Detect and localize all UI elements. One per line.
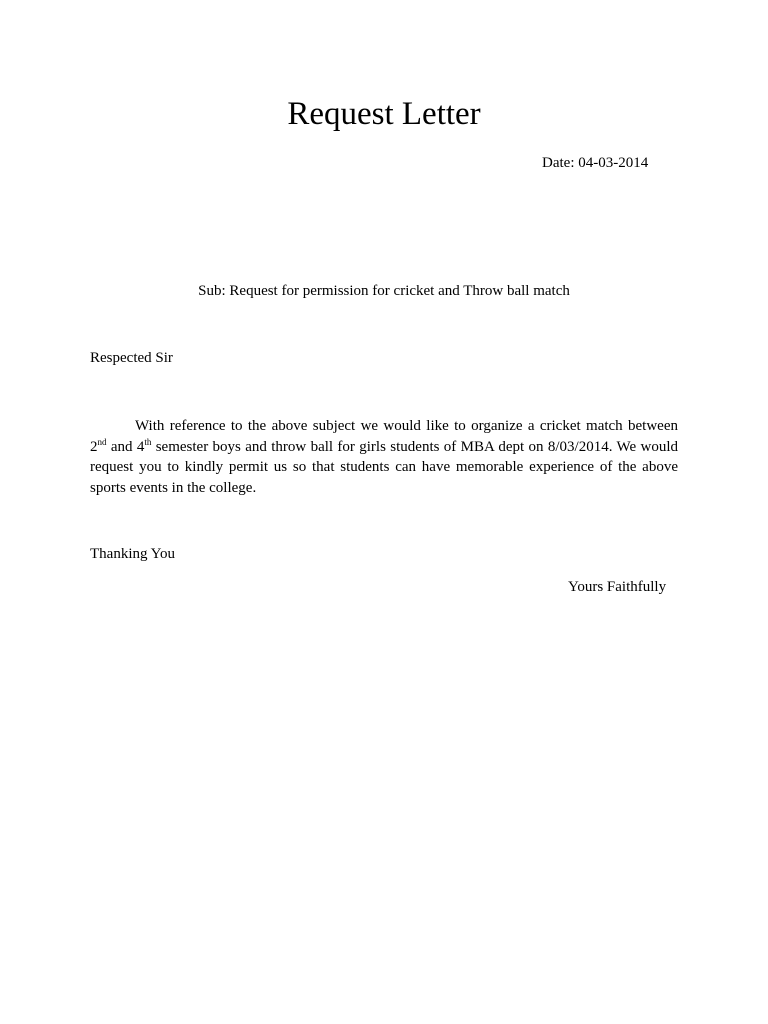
body-line-2 xyxy=(90,437,678,458)
letter-salutation: Respected Sir xyxy=(90,350,173,366)
body-line-1: With reference to the above subject we would like to organize a cricket match between xyxy=(135,418,678,434)
body-line-2-rest: semester boys and throw ball for girls students of MBA dept on 8/03/2014. We would xyxy=(151,438,678,455)
letter-body xyxy=(90,416,678,498)
page-title: Request Letter xyxy=(287,96,481,132)
letter-subject: Sub: Request for permission for cricket and Throw ball match xyxy=(198,283,570,299)
body-ordinal-suffix-1: nd xyxy=(97,436,107,447)
body-line-4: sports events in the college. xyxy=(90,479,257,496)
body-ordinal-number-1: 2 xyxy=(90,438,98,455)
letter-thanks: Thanking You xyxy=(90,546,176,562)
letter-closing: Yours Faithfully xyxy=(568,579,667,595)
letter-date: Date: 04-03-2014 xyxy=(542,155,649,171)
body-line-3: request you to kindly permit us so that students can have memorable experience of the above xyxy=(90,459,678,475)
body-ordinal-suffix-2: th xyxy=(144,436,152,447)
body-line-2-middle: and 4 xyxy=(106,438,145,455)
